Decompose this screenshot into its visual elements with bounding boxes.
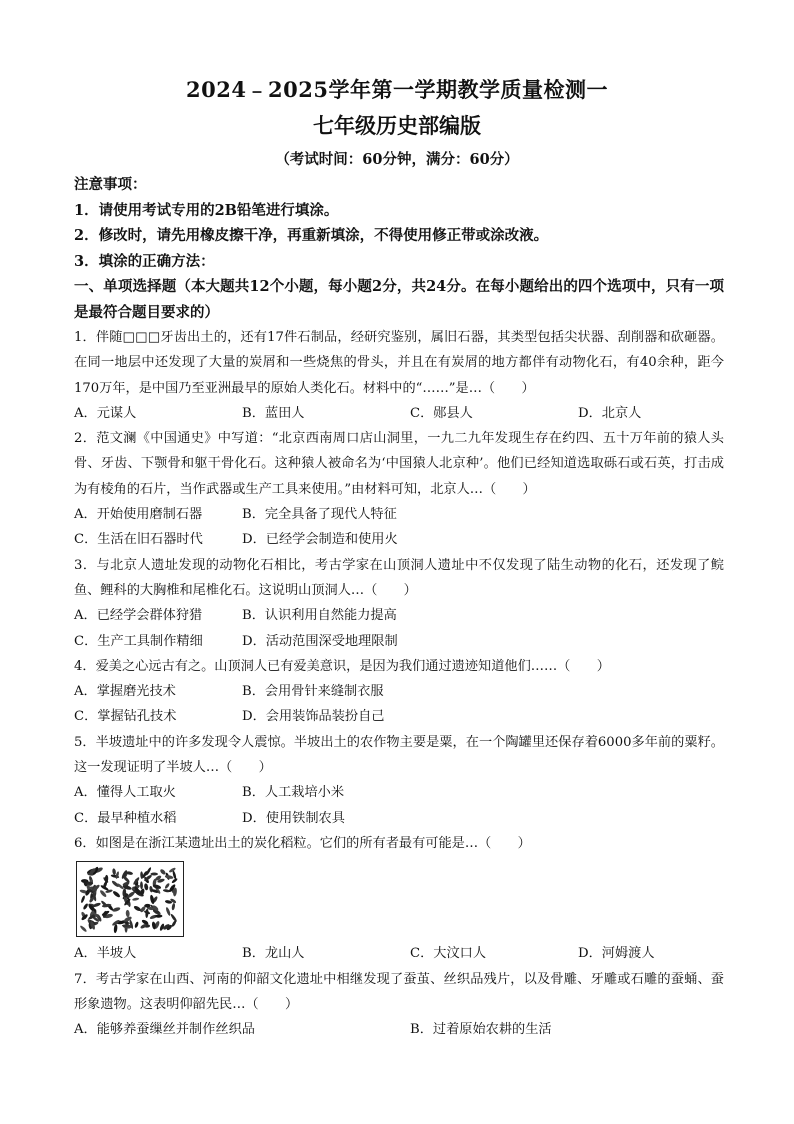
rice-grain — [80, 895, 85, 903]
note-item: 1．请使用考试专用的2B铅笔进行填涂。 — [74, 201, 339, 219]
rice-grain — [126, 910, 130, 917]
note-item: 2．修改时，请先用橡皮擦干净，再重新填涂，不得使用修正带或涂改液。 — [74, 227, 549, 244]
rice-grain — [159, 869, 166, 876]
option-b[interactable]: B．蓝田人 — [242, 405, 305, 421]
option-a[interactable]: A．懂得人工取火 — [74, 785, 176, 801]
option-d[interactable]: D．北京人 — [578, 405, 642, 421]
rice-grain — [112, 890, 121, 898]
question-options — [74, 502, 724, 527]
rice-grain — [145, 909, 149, 919]
rice-grain — [164, 883, 170, 890]
question-options — [74, 704, 724, 729]
option-c[interactable]: C．大汶口人 — [410, 946, 487, 962]
rice-grain — [82, 903, 88, 910]
option-c[interactable]: C．郧县人 — [410, 405, 473, 421]
question-options — [74, 603, 724, 628]
rice-grain — [168, 867, 176, 873]
rice-grain — [99, 890, 107, 899]
option-a[interactable]: A．半坡人 — [74, 946, 137, 962]
notes-heading: 注意事项： — [74, 176, 147, 193]
option-b[interactable]: B．过着原始农耕的生活 — [410, 1022, 552, 1038]
question-stem: 3．与北京人遗址发现的动物化石相比，考古学家在山顶洞人遗址中不仅发现了陆生动物的化石，还发现了鲩鱼、鲤科的大胸椎和尾椎化石。这说明山顶洞人…（ ） — [74, 557, 724, 598]
rice-grain — [134, 922, 139, 929]
question-options — [74, 780, 724, 805]
option-c[interactable]: C．最早种植水稻 — [74, 810, 177, 826]
question-options — [74, 806, 724, 831]
option-b[interactable]: B．认识利用自然能力提高 — [242, 608, 397, 624]
rice-grain — [165, 907, 171, 917]
question-options — [74, 629, 724, 654]
rice-grain — [112, 907, 121, 913]
option-d[interactable]: D．活动范围深受地理限制 — [242, 633, 398, 649]
question-stem: 2．范文澜《中国通史》中写道：“北京西南周口店山洞里，一九二九年发现生存在约四、五十万年前的猿人头骨、牙齿、下颚骨和躯干骨化石。这种猿人被命名为‘中国猿人北京种’。他们已经知道选取砾石或石英，打击成为有棱角的石片，当作武器或生产工具来使用。”由材料可知，北京人…（ ） — [74, 431, 724, 497]
option-b[interactable]: B．龙山人 — [242, 946, 305, 962]
question-stem: 7．考古学家在山西、河南的仰韶文化遗址中相继发现了蚕茧、丝织品残片，以及骨雕、牙雕或石雕的蚕蛹、蚕形象遗物。这表明仰韶先民…（ ） — [74, 971, 724, 1012]
rice-grain — [140, 882, 143, 890]
option-d[interactable]: D．河姆渡人 — [578, 946, 655, 962]
option-c[interactable]: C．生活在旧石器时代 — [74, 532, 203, 548]
exam-time-score: （考试时间：60分钟，满分：60分） — [275, 151, 519, 168]
option-c[interactable]: C．生产工具制作精细 — [74, 633, 203, 649]
option-a[interactable]: A．掌握磨光技术 — [74, 684, 176, 700]
rice-grain — [132, 897, 139, 901]
question-stem: 1．伴随□□□牙齿出土的，还有17件石制品，经研究鉴别，属旧石器，其类型包括尖状器、刮削器和砍砸器。在同一地层中还发现了大量的炭屑和一些烧焦的骨头，并且在有炭屑的地方都伴有动物化石，有40余种，距今170万年，是中国乃至亚洲最早的原始人类化石。材料中的“……”是…（ ） — [74, 330, 724, 396]
option-b[interactable]: B．完全具备了现代人特征 — [242, 507, 397, 523]
option-d[interactable]: D．使用铁制农具 — [242, 810, 345, 826]
option-a[interactable]: A．能够养蚕缫丝并制作丝织品 — [74, 1022, 255, 1038]
rice-grain — [150, 873, 158, 876]
option-a[interactable]: A．开始使用磨制石器 — [74, 507, 203, 523]
section-heading: 一、单项选择题（本大题共12个小题，每小题2分，共24分。在每小题给出的四个选项中，只有一项是最符合题目要求的） — [74, 278, 724, 321]
exam-content — [74, 172, 724, 1042]
question-options — [74, 1017, 724, 1042]
exam-subject: 七年级历史部编版 — [313, 113, 481, 138]
carbonized-rice-image — [76, 861, 184, 937]
question-stem: 5．半坡遗址中的许多发现令人震惊。半坡出土的农作物主要是粟，在一个陶罐里还保存着6000多年前的粟籽。这一发现证明了半坡人…（ ） — [74, 734, 724, 776]
rice-grain — [144, 883, 149, 891]
option-a[interactable]: A．元谋人 — [74, 405, 137, 421]
rice-grain — [149, 886, 153, 893]
option-d[interactable]: D．会用装饰品装扮自己 — [242, 709, 385, 725]
rice-grain — [79, 925, 87, 933]
rice-grain — [170, 914, 178, 923]
option-a[interactable]: A．已经学会群体狩猎 — [74, 608, 203, 624]
question-options — [74, 941, 724, 966]
question-options — [74, 527, 724, 552]
option-b[interactable]: B．会用骨针来缝制衣服 — [242, 684, 384, 700]
question-options — [74, 401, 724, 426]
option-c[interactable]: C．掌握钻孔技术 — [74, 709, 177, 725]
question-stem: 4．爱美之心远古有之。山顶洞人已有爱美意识，是因为我们通过遗迹知道他们……（ ） — [74, 658, 610, 674]
exam-title: 2024﹣2025学年第一学期教学质量检测一 — [186, 77, 608, 102]
question-stem: 6．如图是在浙江某遗址出土的炭化稻粒。它们的所有者最有可能是…（ ） — [74, 835, 531, 851]
rice-grain — [112, 868, 116, 875]
option-d[interactable]: D．已经学会制造和使用火 — [242, 532, 398, 548]
question-options — [74, 679, 724, 704]
note-item: 3．填涂的正确方法： — [74, 252, 215, 270]
option-b[interactable]: B．人工栽培小米 — [242, 785, 345, 801]
rice-grain — [171, 903, 175, 911]
